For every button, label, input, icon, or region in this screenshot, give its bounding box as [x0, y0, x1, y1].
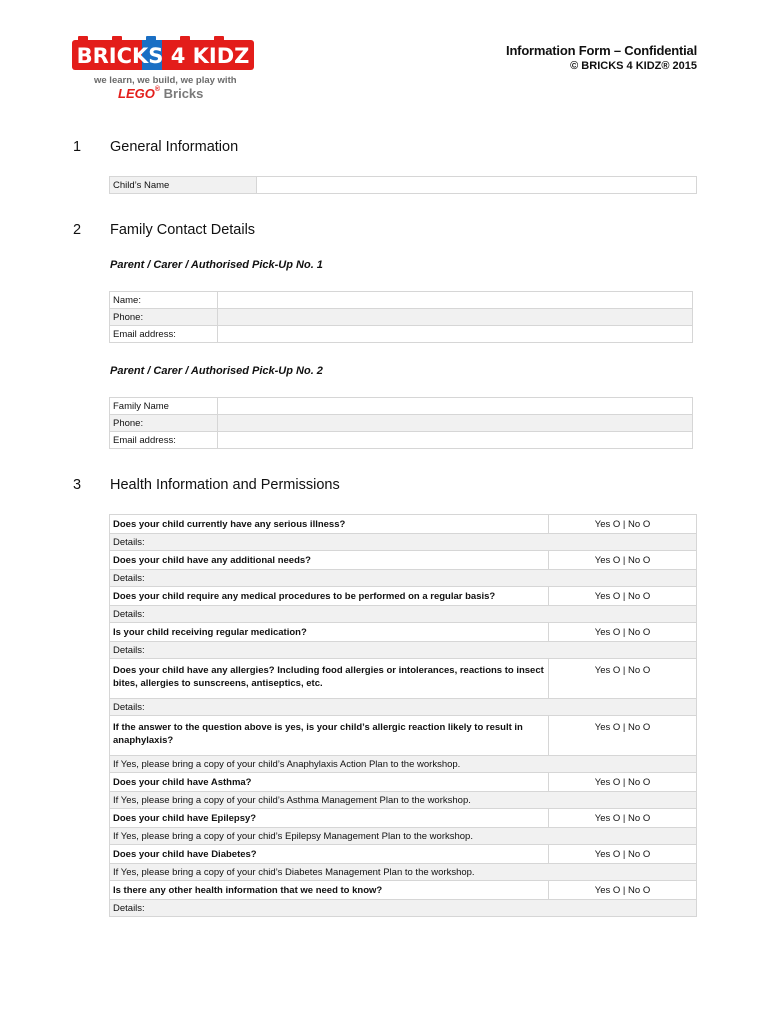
- section-2-number: 2: [73, 222, 82, 238]
- lego-word: LEGO: [118, 86, 155, 101]
- health-question-row: [110, 659, 697, 699]
- contact-1-phone-label: Phone:: [110, 309, 218, 326]
- health-question-row: [110, 881, 697, 900]
- health-details-field[interactable]: Details:: [110, 699, 697, 716]
- health-question-row: [110, 845, 697, 864]
- childs-name-field[interactable]: [257, 177, 697, 194]
- form-header: [506, 43, 697, 72]
- health-details-row: [110, 900, 697, 917]
- contact-1-name-label: Name:: [110, 292, 218, 309]
- tagline: we learn, we build, we play with: [94, 75, 237, 86]
- section-1-title: General Information: [110, 139, 239, 155]
- bricks4kidz-logo: [72, 36, 254, 74]
- health-question-text: Does your child require any medical procedures to be performed on a regular basis?: [110, 587, 549, 606]
- health-question-text: Does your child have Diabetes?: [110, 845, 549, 864]
- health-details-field[interactable]: Details:: [110, 606, 697, 623]
- health-question-text: If the answer to the question above is yes, is your child’s allergic reaction likely to result in anaphylaxis?: [110, 716, 549, 756]
- health-question-row: [110, 623, 697, 642]
- health-details-field[interactable]: If Yes, please bring a copy of your chid’s Epilepsy Management Plan to the workshop.: [110, 828, 697, 845]
- health-details-row: [110, 864, 697, 881]
- contact-1-email-field[interactable]: [218, 326, 693, 343]
- health-details-row: [110, 642, 697, 659]
- section-1-number: 1: [73, 139, 82, 155]
- contact-1-email-label: Email address:: [110, 326, 218, 343]
- contact-1-name-field[interactable]: [218, 292, 693, 309]
- health-details-field[interactable]: If Yes, please bring a copy of your child’s Asthma Management Plan to the workshop.: [110, 792, 697, 809]
- health-question-text: Does your child have Asthma?: [110, 773, 549, 792]
- yes-no-choice[interactable]: Yes O | No O: [549, 659, 697, 699]
- health-question-row: [110, 551, 697, 570]
- childs-name-label: Child’s Name: [110, 177, 257, 194]
- health-question-text: Does your child currently have any serious illness?: [110, 515, 549, 534]
- yes-no-choice[interactable]: Yes O | No O: [549, 551, 697, 570]
- health-question-text: Is there any other health information that we need to know?: [110, 881, 549, 900]
- health-details-row: [110, 792, 697, 809]
- contact-2-table: [109, 397, 693, 449]
- yes-no-choice[interactable]: Yes O | No O: [549, 809, 697, 828]
- contact-2-family-name-field[interactable]: [218, 398, 693, 415]
- health-details-field[interactable]: Details:: [110, 900, 697, 917]
- health-question-row: [110, 515, 697, 534]
- yes-no-choice[interactable]: Yes O | No O: [549, 881, 697, 900]
- health-question-text: Does your child have any allergies? Including food allergies or intolerances, reactions to insect bites, allergies to sunscreens, antiseptics, etc.: [110, 659, 549, 699]
- health-question-text: Is your child receiving regular medication?: [110, 623, 549, 642]
- health-question-text: Does your child have any additional needs?: [110, 551, 549, 570]
- health-details-field[interactable]: Details:: [110, 570, 697, 587]
- contact-2-phone-label: Phone:: [110, 415, 218, 432]
- yes-no-choice[interactable]: Yes O | No O: [549, 515, 697, 534]
- bricks-word: Bricks: [163, 86, 204, 101]
- health-question-row: [110, 716, 697, 756]
- section-3-number: 3: [73, 477, 82, 493]
- health-details-row: [110, 756, 697, 773]
- yes-no-choice[interactable]: Yes O | No O: [549, 845, 697, 864]
- yes-no-choice[interactable]: Yes O | No O: [549, 773, 697, 792]
- contact-2-phone-field[interactable]: [218, 415, 693, 432]
- health-question-row: [110, 773, 697, 792]
- health-details-field[interactable]: Details:: [110, 642, 697, 659]
- contact-1-table: [109, 291, 693, 343]
- health-question-row: [110, 587, 697, 606]
- yes-no-choice[interactable]: Yes O | No O: [549, 623, 697, 642]
- yes-no-choice[interactable]: Yes O | No O: [549, 587, 697, 606]
- copyright: © BRICKS 4 KIDZ® 2015: [570, 60, 697, 72]
- health-details-row: [110, 828, 697, 845]
- health-details-field[interactable]: If Yes, please bring a copy of your child’s Anaphylaxis Action Plan to the workshop.: [110, 756, 697, 773]
- contact-2-email-label: Email address:: [110, 432, 218, 449]
- health-table: [109, 514, 697, 917]
- contact-1-heading: Parent / Carer / Authorised Pick-Up No. 1: [110, 259, 323, 271]
- contact-2-heading: Parent / Carer / Authorised Pick-Up No. 2: [110, 365, 323, 377]
- health-details-field[interactable]: Details:: [110, 534, 697, 551]
- lego-bricks-line: LEGO® Bricks: [118, 86, 204, 101]
- contact-1-phone-field[interactable]: [218, 309, 693, 326]
- contact-2-email-field[interactable]: [218, 432, 693, 449]
- section-3-title: Health Information and Permissions: [110, 477, 340, 493]
- health-details-row: [110, 570, 697, 587]
- health-question-text: Does your child have Epilepsy?: [110, 809, 549, 828]
- logo-text: BRICKS 4 KIDZ: [76, 44, 250, 68]
- contact-2-family-name-label: Family Name: [110, 398, 218, 415]
- health-details-row: [110, 699, 697, 716]
- health-question-row: [110, 809, 697, 828]
- section-2-title: Family Contact Details: [110, 222, 256, 238]
- health-details-field[interactable]: If Yes, please bring a copy of your chid’s Diabetes Management Plan to the workshop.: [110, 864, 697, 881]
- yes-no-choice[interactable]: Yes O | No O: [549, 716, 697, 756]
- general-info-table: [109, 176, 697, 194]
- health-details-row: [110, 534, 697, 551]
- form-title: Information Form – Confidential: [506, 43, 697, 58]
- health-details-row: [110, 606, 697, 623]
